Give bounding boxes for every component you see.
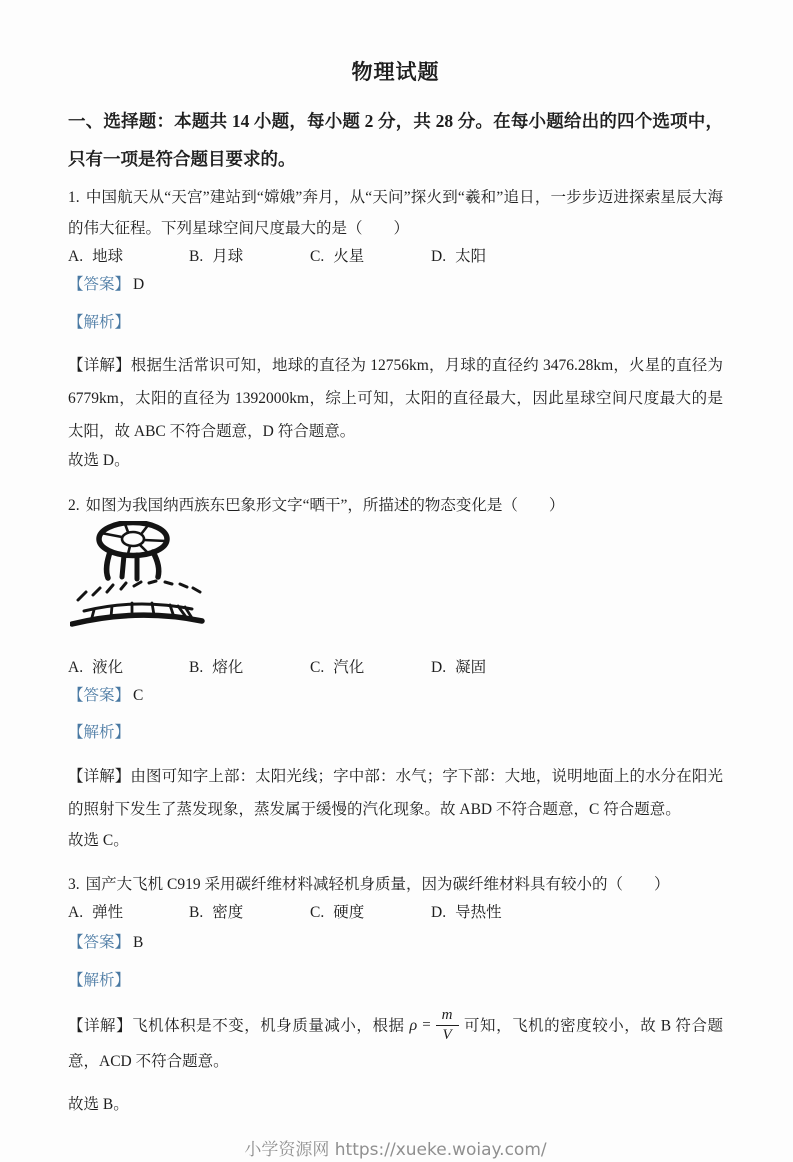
option-1a: A. 地球 [68,248,124,265]
question-1-number: 1. [68,189,80,206]
question-3-analysis-line [68,970,723,992]
answer-label: 【答案】 [68,934,131,951]
question-2-number: 2. [68,496,80,514]
question-1-detail: 【详解】根据生活常识可知，地球的直径为 12756km，月球的直径约 3476.28km，火星的直径为 6779km，太阳的直径为 1392000km，综上可知，太阳的直径最大，因此星球空间尺度最大的是太阳，故 ABC 不符合题意，D 符合题意。 [68,357,723,440]
dongba-pictograph-svg [70,521,205,631]
question-2-answer-value: C [133,686,144,704]
option-1d: D. 太阳 [431,248,487,265]
formula-equals: = [422,1017,431,1034]
answer-label: 【答案】 [68,686,131,704]
answer-label: 【答案】 [68,276,131,293]
question-3-answer-value: B [133,934,144,951]
question-3-stem: 国产大飞机 C919 采用碳纤维材料减轻机身质量，因为碳纤维材料具有较小的（ ） [85,876,670,893]
option-3c: C. 硬度 [310,904,365,921]
question-1-analysis-line [68,312,723,334]
question-3-number: 3. [68,876,80,893]
question-2-detail: 【详解】由图可知字上部：太阳光线；字中部：水气；字下部：大地，说明地面上的水分在阳光的照射下发生了蒸发现象，蒸发属于缓慢的汽化现象。故 ABD 不符合题意，C 符合题意。 [68,767,723,818]
page-title: 物理试题 [351,60,440,84]
formula-fraction [436,1007,459,1045]
question-2-conclusion: 故选 C。 [68,831,129,849]
option-2d: D. 凝固 [431,658,487,676]
analysis-label: 【解析】 [68,971,131,989]
option-3d: D. 导热性 [431,904,502,921]
question-2-analysis-line [68,722,723,744]
formula-denominator: V [442,1027,452,1044]
question-1-answer-line [68,274,723,296]
detail-label: 【详解】 [68,767,131,785]
option-3a: A. 弹性 [68,904,124,921]
detail-label: 【详解】 [68,1017,133,1035]
option-2a: A. 液化 [68,658,124,676]
question-2-text [68,490,723,521]
formula-rho: ρ [409,1017,418,1035]
question-3-answer-line [68,932,723,954]
question-1-text [68,182,723,244]
question-3-detail: 【详解】飞机体积是不变，机身质量减小，根据 ρ = $\frac{m}{V}$ 可知，飞机的密度较小，故 B 符合题意，ACD 不符合题意。 [68,1007,723,1070]
question-2-options [68,657,723,679]
analysis-label: 【解析】 [68,313,131,331]
question-3-options [68,902,723,924]
option-1c: C. 火星 [310,248,365,265]
question-1-answer-value: D [133,276,145,293]
option-3b: B. 密度 [189,904,244,921]
section-heading: 一、选择题：本题共 14 小题，每小题 2 分，共 28 分。在每小题给出的四个选项中，只有一项是符合题目要求的。 [68,111,723,169]
question-1-stem: 中国航天从“天宫”建站到“嫦娥”奔月，从“天问”探火到“羲和”追日，一步步迈进探索星辰大海的伟大征程。下列星球空间尺度最大的是（ ） [68,189,723,237]
option-2c: C. 汽化 [310,658,365,676]
question-2-stem: 如图为我国纳西族东巴象形文字“晒干”，所描述的物态变化是（ ） [85,496,565,514]
question-1-options [68,246,723,268]
question-1-conclusion: 故选 D。 [68,452,130,469]
question-3-text [68,869,723,900]
footer-watermark: 小学资源网 https://xueke.woiay.com/ [244,1139,547,1160]
question-2-answer-line [68,685,723,707]
question-3-conclusion: 故选 B。 [68,1095,129,1113]
detail-label: 【详解】 [68,357,131,374]
option-2b: B. 熔化 [189,658,244,676]
density-formula [410,1007,459,1045]
option-1b: B. 月球 [189,248,244,265]
analysis-label: 【解析】 [68,724,131,741]
dongba-pictograph-image [70,521,723,631]
formula-numerator: m [436,1007,459,1026]
